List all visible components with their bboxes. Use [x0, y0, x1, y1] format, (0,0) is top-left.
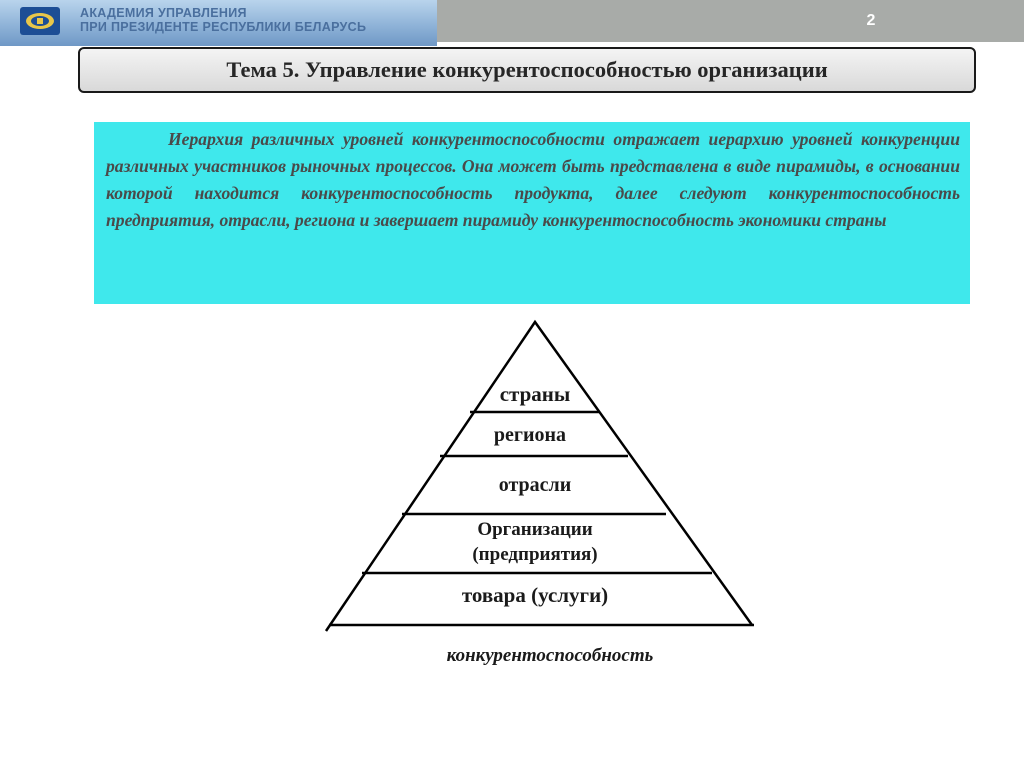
description-box: [94, 122, 970, 304]
academy-emblem-icon: [20, 7, 60, 35]
slide-title: Тема 5. Управление конкурентоспособностью организации: [226, 57, 828, 82]
pyramid-caption: конкурентоспособность: [446, 645, 654, 666]
level-organization: Организации: [477, 519, 593, 540]
slide-number: 2: [866, 12, 876, 29]
academy-logo-banner: [0, 0, 437, 46]
level-product: товара (услуги): [461, 583, 609, 607]
title-box: [78, 47, 976, 93]
level-country: страны: [499, 382, 571, 406]
description-text: Иерархия различных уровней конкурентоспособности отражает иерархию уровней конкуренции различных участников рыночных процессов. Она может быть представлена в виде пирамиды, в основании которой находится конкурентоспособность продукта, далее следуют конкурентоспособность предприятия, отрасли, региона и завершает пирамиду конкурентоспособность экономики страны: [106, 129, 960, 230]
level-region: региона: [493, 424, 567, 446]
academy-name: [80, 6, 366, 34]
competitiveness-pyramid: [320, 318, 760, 638]
academy-name-line2: ПРИ ПРЕЗИДЕНТЕ РЕСПУБЛИКИ БЕЛАРУСЬ: [80, 20, 367, 34]
level-enterprise: (предприятия): [472, 544, 598, 565]
academy-name-line1: АКАДЕМИЯ УПРАВЛЕНИЯ: [80, 6, 247, 20]
level-industry: отрасли: [498, 474, 572, 496]
